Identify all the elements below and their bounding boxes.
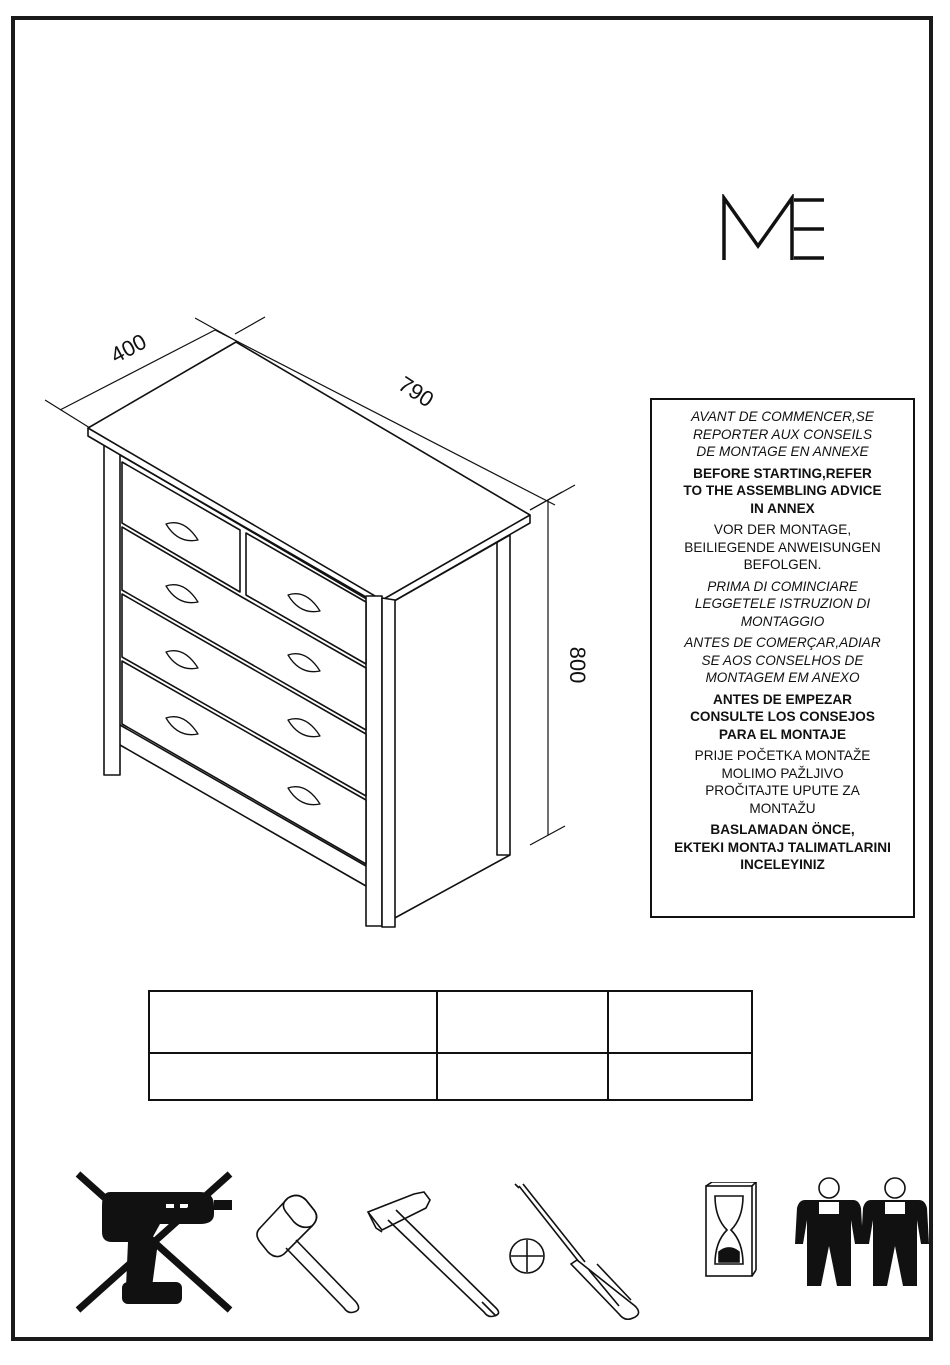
advice-line: PARA EL MONTAJE [718, 726, 847, 742]
left-leg [104, 446, 120, 775]
front-right-leg [366, 596, 395, 927]
table-row [149, 1053, 752, 1100]
advice-fr [658, 408, 907, 461]
advice-line: DE MONTAGE EN ANNEXE [696, 444, 869, 459]
phillips-screwdriver-icon [505, 1178, 653, 1320]
assembly-advice-box [650, 398, 915, 918]
table-cell [437, 991, 608, 1053]
advice-line: AVANT DE COMMENCER,SE [691, 409, 874, 424]
chest-of-drawers-illustration [40, 300, 600, 940]
me-monogram-logo [718, 194, 828, 264]
advice-hr [658, 747, 907, 817]
dim-790: 790 [393, 371, 439, 413]
two-people-icon [795, 1176, 930, 1291]
advice-line: BEFORE STARTING,REFER [693, 465, 872, 481]
advice-line: MONTAGEM EM ANEXO [705, 670, 860, 685]
product-info-table [148, 990, 753, 1101]
advice-it [658, 578, 907, 631]
advice-line: PRIJE POČETKA MONTAŽE [694, 748, 871, 763]
advice-line: TO THE ASSEMBLING ADVICE [683, 483, 882, 498]
advice-line: PRIMA DI COMINCIARE [707, 578, 858, 594]
drawers [122, 462, 366, 864]
advice-line: MONTAŽU [749, 800, 816, 816]
table-cell [437, 1053, 608, 1100]
advice-line: REPORTER AUX CONSEILS [692, 426, 873, 442]
dim-400: 400 [106, 328, 151, 369]
advice-line: BASLAMADAN ÖNCE, [710, 822, 855, 837]
advice-line: INCELEYINIZ [740, 857, 825, 872]
advice-line: ANTES DE EMPEZAR [713, 691, 852, 707]
rubber-mallet-icon [252, 1190, 374, 1315]
hourglass-icon [703, 1182, 758, 1282]
table-cell [608, 991, 752, 1053]
advice-line: MOLIMO PAŽLJIVO [721, 765, 844, 781]
advice-line: ANTES DE COMERÇAR,ADIAR [684, 635, 881, 650]
advice-line: BEFOLGEN. [743, 557, 822, 572]
advice-line: PROČITAJTE UPUTE ZA [705, 783, 860, 798]
side-panel [382, 535, 510, 925]
advice-line: VOR DER MONTAGE, [713, 522, 852, 537]
advice-line: IN ANNEX [750, 500, 815, 516]
table-cell [149, 1053, 437, 1100]
hammer-icon [362, 1190, 510, 1318]
advice-line: CONSULTE LOS CONSEJOS [690, 709, 875, 724]
advice-line: LEGGETELE ISTRUZION DI [694, 596, 871, 611]
advice-tr [658, 821, 907, 874]
table-cell [608, 1053, 752, 1100]
advice-line: SE AOS CONSELHOS DE [701, 652, 864, 668]
advice-en [658, 465, 907, 518]
advice-line: BEILIEGENDE ANWEISUNGEN [684, 539, 881, 555]
table-cell [149, 991, 437, 1053]
advice-line: EKTEKI MONTAJ TALIMATLARINI [674, 839, 891, 855]
advice-de [658, 521, 907, 574]
dim-800: 800 [565, 646, 590, 684]
advice-pt [658, 634, 907, 687]
crossed-out-power-drill-icon [70, 1170, 235, 1315]
table-row [149, 991, 752, 1053]
advice-line: MONTAGGIO [740, 613, 825, 629]
advice-es [658, 691, 907, 744]
